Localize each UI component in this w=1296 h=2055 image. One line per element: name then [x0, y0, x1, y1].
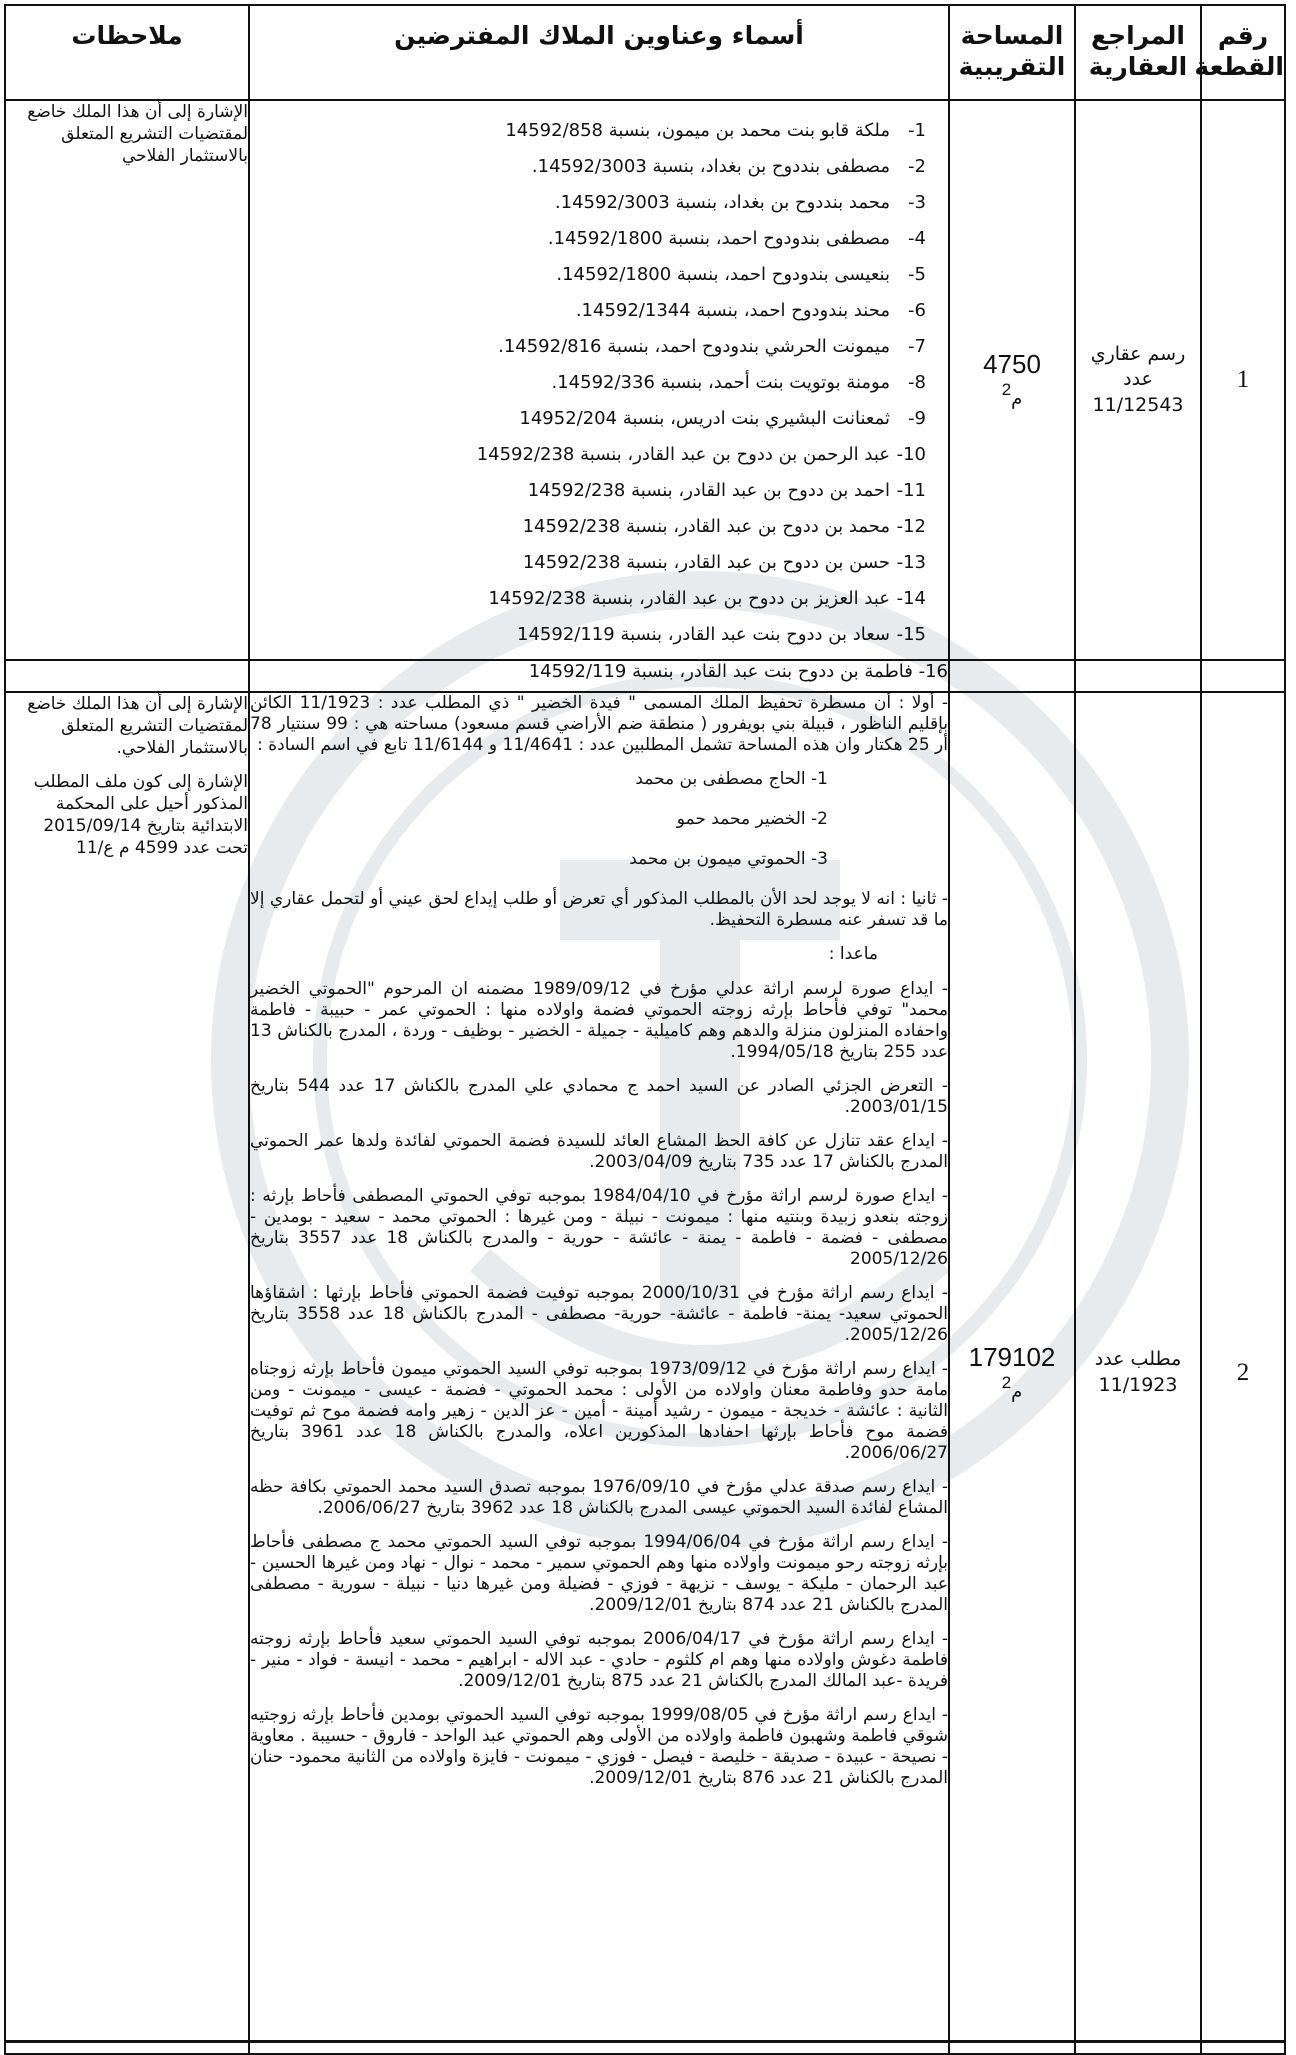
owner-index: 2-	[908, 156, 926, 177]
deposit-entry: - ايداع رسم اراثة مؤرخ في 2000/10/31 بموجبه توفيت فضمة الحموتي فأحاط بإرثها : اشقاؤها الحموتي سعيد- يمنة- فاطمة - عائشة- حورية- مصطفى - المدرج بالكناش 18 عدد 3558 بتاريخ 2005/12/26.	[250, 1283, 949, 1345]
deposit-entry: - ايداع رسم اراثة مؤرخ في 2006/04/17 بموجبه توفي السيد الحموتي سعيد فأحاط بإرثه زوجته فاطمة دغوش واولاده منها وهم ام كلثوم - حادي - عبد الاله - ابراهيم - محمد - انيسة - فواد - منير - فريدة -عبد المالك المدرج بالكناش 21 عدد 875 بتاريخ 2009/12/01.	[250, 1629, 948, 1691]
parcel-2-second: - ثانيا : انه لا يوجد لحد الأن بالمطلب المذكور أي تعرض أو طلب إيداع لحق عيني أو لتحمل عقاري إلا ما قد تسفر عنه مسطرة التحفيظ.	[250, 889, 948, 930]
owner-index: 6-	[908, 300, 926, 321]
table-row-parcel-1	[5, 100, 1285, 660]
heir-3: 3- الحموتي ميمون بن محمد	[629, 849, 828, 869]
owner-text: محند بندودوح احمد، بنسبة 14592/1344.	[575, 300, 890, 321]
parcel-1-notes	[5, 100, 249, 660]
owner-text: ثمعنانت البشيري بنت ادريس، بنسبة 14952/204	[519, 408, 890, 429]
list-item	[260, 509, 926, 545]
parcel-1-reference: رسم عقاري عدد 11/12543	[1075, 100, 1201, 660]
owner-index: 3-	[908, 192, 926, 213]
extra-row-notes-cell	[5, 660, 249, 692]
header-approx-area: المساحة التقريبية	[949, 5, 1075, 100]
parcel-2-area-unit: م	[1011, 1381, 1023, 1402]
parcel-1-note: الإشارة إلى أن هذا الملك خاضع لمقتضيات التشريع المتعلق بالاستثمار الفلاحي	[27, 102, 248, 166]
parcel-1-area-unit: م	[1011, 388, 1023, 409]
parcel-1-area-unit-exp: 2	[1001, 379, 1012, 399]
extra-owner-16: 16- فاطمة بن ددوح بنت عبد القادر، بنسبة 14592/119	[249, 660, 949, 692]
owner-index: 1-	[908, 120, 926, 141]
deposit-entry: - ايداع رسم اراثة مؤرخ في 1973/09/12 بموجبه توفي السيد الحموتي ميمون فأحاط بإرثه زوجتاه مامة حدو وفاطمة معنان واولاده من الأولى : محمد الحموتي - فضمة - عيسى - ميمونت - ومن الثانية : عائشة - خديجة - ميمون - رشيد أمينة - أمين - عز الدين - زهير وامه فضمة موح ثم توفيت فضمة موح فأحاط بإرثها احفادها المذكورين اعلاه، والمدرج بالكناش 18 عدد 3961 بتاريخ 2006/06/27.	[250, 1359, 949, 1463]
parcel-2-reference: مطلب عدد 11/1923	[1075, 692, 1201, 2054]
parcel-2-area	[949, 692, 1075, 2054]
list-item	[260, 221, 926, 257]
owner-index: 15-	[896, 624, 926, 645]
list-item	[260, 581, 926, 617]
parcel-1-number: 1	[1201, 100, 1285, 660]
owner-index: 12-	[896, 516, 926, 537]
list-item	[260, 113, 926, 149]
extra-row-reference-cell	[1075, 660, 1201, 692]
list-item	[260, 545, 926, 581]
parcel-1-owners	[249, 100, 949, 660]
table-row-parcel-2	[5, 692, 1285, 2054]
parcel-2-note-1: الإشارة إلى أن هذا الملك خاضع لمقتضيات التشريع المتعلق بالاستثمار الفلاحي.	[27, 694, 248, 758]
owner-text: محمد بنددوح بن بغداد، بنسبة 14592/3003.	[554, 192, 890, 213]
owner-text: ملكة قابو بنت محمد بن ميمون، بنسبة 14592/858	[505, 120, 890, 141]
owner-text: عبد الرحمن بن ددوح بن عبد القادر، بنسبة 14592/238	[476, 444, 890, 465]
deposit-entry: - ايداع صورة لرسم اراثة عدلي مؤرخ في 1989/09/12 مضمنه ان المرحوم "الحموتي الخضير محمد" توفي فأحاط بإرثه زوجته الحموتي فضمة واولاده منها : الحموتي عمر - حبيبة - فاطمة واحفاده المنزلون منزلة والدهم وهم كاميلية - جميلة - الخضير - بوظيف - وردة ، المدرج بالكناش 13 عدد 255 بتاريخ 1994/05/18.	[250, 979, 948, 1062]
deposit-entry: - ايداع رسم اراثة مؤرخ في 1999/08/05 بموجبه توفي السيد الحموتي بومدين فأحاط بإرثه زوجتيه شوقي فاطمة وشهبون فاطمة واولاده من الأولى وهم الحموتي عبد الواحد - فاروق - حسيبة . معاوية - نصيحة - عبيدة - صديقة - خليصة - فيصل - فوزي - ميمونت - فايزة واولاده من الثانية محمود- حنان المدرج بالكناش 21 عدد 876 بتاريخ 2009/12/01.	[250, 1705, 948, 1788]
deposit-entry: - ايداع صورة لرسم اراثة مؤرخ في 1984/04/10 بموجبه توفي الحموتي المصطفى فأحاط بإرثه : زوجته بنعدو زبيدة وبنتيه منها : ميمونت - نبيلة - ومن غيرها : الحموتي محمد - سعيد - بومدين - مصطفى - فضمة - فاطمة - يمنة - عائشة - حورية - والمدرج بالكناش 18 عدد 3557 بتاريخ 2005/12/26	[250, 1186, 949, 1269]
deposit-entry: - التعرض الجزئي الصادر عن السيد احمد ج محمادي علي المدرج بالكناش 17 عدد 544 بتاريخ 2003/01/15.	[250, 1076, 949, 1117]
header-land-references: المراجع العقارية	[1075, 5, 1201, 100]
owner-index: 7-	[908, 336, 926, 357]
header-parcel-number: رقم القطعة	[1201, 5, 1285, 100]
parcel-2-notes	[5, 692, 249, 2054]
properties-table	[4, 4, 1286, 2055]
parcel-2-area-value: 179102	[968, 1341, 1056, 1372]
header-owners: أسماء وعناوين الملاك المفترضين	[249, 5, 949, 100]
extra-row-number-cell	[1201, 660, 1285, 692]
extra-row-area-cell	[949, 660, 1075, 692]
heir-2: 2- الخضير محمد حمو	[676, 809, 828, 829]
owner-index: 10-	[896, 444, 926, 465]
owner-text: محمد بن ددوح بن عبد القادر، بنسبة 14592/238	[522, 516, 890, 537]
list-item	[260, 293, 926, 329]
owner-text: احمد بن ددوح بن عبد القادر، بنسبة 14592/238	[527, 480, 890, 501]
owner-text: مصطفى بندودوح احمد، بنسبة 14592/1800.	[547, 228, 890, 249]
owner-index: 11-	[896, 480, 926, 501]
parcel-2-number: 2	[1201, 692, 1285, 2054]
parcel-1-area	[949, 100, 1075, 660]
deposit-entry: - ايداع عقد تنازل عن كافة الحظ المشاع العائد للسيدة فضمة الحموتي لفائدة ولدها عمر الحموتي المدرج بالكناش 17 عدد 735 بتاريخ 2003/04/09.	[250, 1131, 948, 1172]
parcel-2-details	[249, 692, 949, 2054]
owner-index: 5-	[908, 264, 926, 285]
owner-index: 13-	[896, 552, 926, 573]
owner-text: مصطفى بنددوح بن بغداد، بنسبة 14592/3003.	[531, 156, 890, 177]
list-item	[260, 437, 926, 473]
bottom-border	[4, 2040, 1284, 2043]
owner-index: 14-	[896, 588, 926, 609]
header-row	[5, 5, 1285, 100]
owner-text: بنعيسى بندودوح احمد، بنسبة 14592/1800.	[556, 264, 890, 285]
parcel-2-intro: - أولا : أن مسطرة تحفيظ الملك المسمى " فيدة الخضير " ذي المطلب عدد : 11/1923 الكائن بإقليم الناظور ، قبيلة بني بويفرور ( منطقة ضم الأراضي قسم مسعود) مساحته هي : 99 سنتيار 78 أر 25 هكتار وان هذه المساحة تشمل المطلبين عدد : 11/4641 و 11/6144 تابع في اسم السادة :	[250, 693, 949, 755]
parcel-2-note-2: الإشارة إلى كون ملف المطلب المذكور أحيل على المحكمة الابتدائية بتاريخ 2015/09/14 تحت عدد 4599 م ع/11	[33, 772, 248, 858]
owner-text: عبد العزيز بن ددوح بن عبد القادر، بنسبة 14592/238	[488, 588, 890, 609]
owner-index: 8-	[908, 372, 926, 393]
list-item	[260, 257, 926, 293]
owner-text: حسن بن ددوح بن عبد القادر، بنسبة 14592/238	[522, 552, 890, 573]
deposit-entry: - ايداع رسم اراثة مؤرخ في 1994/06/04 بموجبه توفي السيد الحموتي محمد ج مصطفى فأحاط بإرثه زوجته رحو ميمونت واولاده منها وهم الحموتي سمير - محمد - نوال - نهاد ومن غيرها الحسين - عبد الرحمان - مليكة - يوسف - نزيهة - فوزي - فضيلة ومن غيرها دنيا - نبيلة - سورية - مصطفى المدرج بالكناش 21 عدد 874 بتاريخ 2009/12/01.	[250, 1532, 948, 1615]
owner-index: 9-	[908, 408, 926, 429]
header-notes: ملاحظات	[5, 5, 249, 100]
list-item	[260, 617, 926, 653]
list-item	[260, 473, 926, 509]
list-item	[260, 185, 926, 221]
owner-index: 4-	[908, 228, 926, 249]
owner-text: سعاد بن ددوح بنت عبد القادر، بنسبة 14592/119	[517, 624, 890, 645]
owner-text: مومنة بوتويت بنت أحمد، بنسبة 14592/336.	[551, 372, 890, 393]
heir-1: 1- الحاج مصطفى بن محمد	[635, 769, 828, 789]
parcel-1-area-value: 4750	[983, 348, 1041, 379]
list-item	[260, 365, 926, 401]
list-item	[260, 329, 926, 365]
except-label: ماعدا :	[828, 944, 878, 964]
deposit-entry: - ايداع رسم صدقة عدلي مؤرخ في 1976/09/10 بموجبه تصدق السيد محمد الحموتي بكافة حظه المشاع لفائدة السيد الحموتي عيسى المدرج بالكناش 18 عدد 3962 بتاريخ 2006/06/27.	[250, 1477, 948, 1518]
owners-list	[250, 101, 948, 659]
list-item	[260, 401, 926, 437]
table-row-extra-owner	[5, 660, 1285, 692]
parcel-2-area-unit-exp: 2	[1001, 1372, 1012, 1392]
list-item	[260, 149, 926, 185]
owner-text: ميمونت الحرشي بندودوح احمد، بنسبة 14592/816.	[498, 336, 890, 357]
